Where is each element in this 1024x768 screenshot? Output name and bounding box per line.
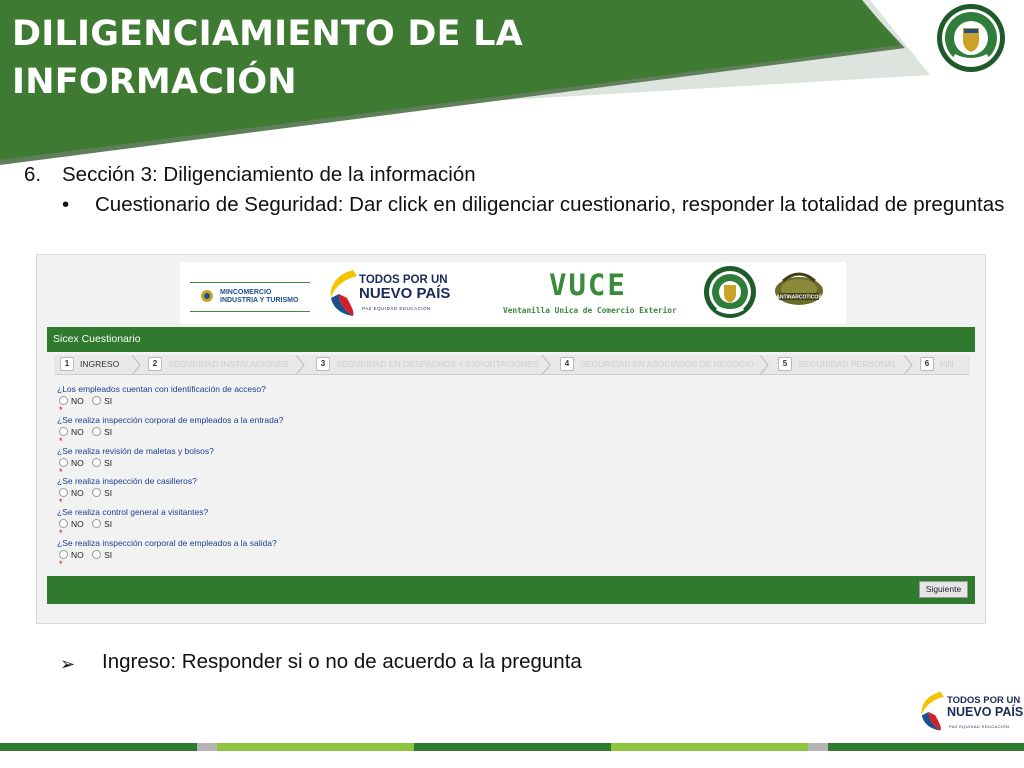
radio-si[interactable] [92, 396, 101, 405]
next-button[interactable]: Siguiente [919, 581, 968, 598]
step-number: 3 [316, 357, 330, 371]
question-item [57, 446, 957, 476]
option-si-label: SI [104, 426, 113, 437]
question-text: ¿Se realiza revisión de maletas y bolsos? [57, 446, 214, 456]
footer-stripe-segment [217, 743, 414, 751]
tpu-slogan-line3: PAZ EQUIDAD EDUCACIÓN [362, 306, 431, 311]
answer-options [59, 549, 118, 560]
required-mark: * [59, 467, 63, 477]
radio-no[interactable] [59, 488, 68, 497]
chevron-right-icon [902, 355, 914, 375]
step-label: FIN [940, 359, 954, 369]
step-label: SEGURIDAD EN DESPACHOS Y EXPORTACIONES [336, 359, 539, 369]
answer-options [59, 426, 118, 437]
step-number: 2 [148, 357, 162, 371]
option-si-label: SI [104, 487, 113, 498]
required-mark: * [59, 436, 63, 446]
question-text: ¿Los empleados cuentan con identificación de acceso? [57, 384, 266, 394]
option-si-label: SI [104, 395, 113, 406]
chevron-right-icon [540, 355, 552, 375]
radio-no[interactable] [59, 427, 68, 436]
radio-si[interactable] [92, 458, 101, 467]
radio-si[interactable] [92, 427, 101, 436]
radio-no[interactable] [59, 550, 68, 559]
footer-stripe-segment [808, 743, 828, 751]
required-mark: * [59, 497, 63, 507]
footer-instruction: Ingreso: Responder si o no de acuerdo a la pregunta [102, 650, 582, 673]
questionnaire-title: Sicex Cuestionario [53, 333, 141, 345]
option-no-label: NO [71, 395, 84, 406]
tpu-slogan-line2: NUEVO PAÍS [947, 705, 1024, 719]
question-text: ¿Se realiza control general a visitantes? [57, 507, 209, 517]
todos-por-un-nuevo-pais-logo [327, 268, 449, 320]
radio-no[interactable] [59, 458, 68, 467]
vuce-subtitle: Ventanilla Unica de Comercio Exterior [503, 306, 677, 315]
step-number: 4 [560, 357, 574, 371]
police-seal-small-icon [702, 264, 758, 322]
section-heading: Sección 3: Diligenciamiento de la información [62, 163, 476, 186]
required-mark: * [59, 405, 63, 415]
step-3[interactable] [316, 357, 538, 373]
step-label: SEGURIDAD EN ASOCIADOS DE NEGOCIO [580, 359, 754, 369]
answer-options [59, 518, 118, 529]
radio-si[interactable] [92, 488, 101, 497]
step-number: 1 [60, 357, 74, 371]
arrow-bullet-icon: ➢ [60, 654, 76, 674]
todos-por-un-nuevo-pais-logo-bottom [918, 690, 1024, 734]
step-4[interactable] [560, 357, 754, 373]
footer-stripe-segment [414, 743, 611, 751]
flag-swoosh-icon [327, 268, 359, 320]
option-si-label: SI [104, 518, 113, 529]
slide-title-line1: DILIGENCIAMIENTO DE LA [12, 14, 523, 54]
tpu-slogan-line1: TODOS POR UN [947, 695, 1021, 706]
chevron-right-icon [130, 355, 142, 375]
option-no-label: NO [71, 426, 84, 437]
step-number: 6 [920, 357, 934, 371]
wizard-steps [54, 355, 970, 375]
slide-title-line2: INFORMACIÓN [12, 62, 297, 102]
tpu-slogan-line1: TODOS POR UN [359, 274, 448, 286]
step-label: SEGURIDAD PERSONAL [798, 359, 898, 369]
tpu-slogan-line3: PAZ EQUIDAD EDUCACIÓN [949, 724, 1010, 729]
item-number: 6. [24, 163, 42, 186]
footer-stripe-segment [828, 743, 1024, 751]
mincomercio-name: MINCOMERCIO [220, 289, 272, 296]
chevron-right-icon [294, 355, 306, 375]
question-item [57, 538, 957, 568]
mincomercio-logo [190, 282, 310, 312]
required-mark: * [59, 528, 63, 538]
antinarcoticos-label: ANTINARCOTICOS [776, 294, 822, 301]
flag-swoosh-icon [918, 690, 946, 734]
question-item [57, 507, 957, 537]
footer-stripe-segment [611, 743, 808, 751]
police-seal-icon [934, 2, 1008, 74]
option-no-label: NO [71, 457, 84, 468]
option-no-label: NO [71, 487, 84, 498]
mincomercio-subtitle: INDUSTRIA Y TURISMO [220, 297, 299, 304]
bullet-instruction: Cuestionario de Seguridad: Dar click en diligenciar cuestionario, responder la totalidad de preguntas [95, 193, 1005, 216]
question-item [57, 476, 957, 506]
slide-title [12, 10, 572, 106]
step-6[interactable] [920, 357, 954, 373]
step-2[interactable] [148, 357, 288, 373]
radio-si[interactable] [92, 519, 101, 528]
step-label: SEGURIDAD INSTALACIONES [168, 359, 289, 369]
coat-of-arms-icon [200, 289, 214, 303]
question-text: ¿Se realiza inspección corporal de empleados a la entrada? [57, 415, 284, 425]
option-no-label: NO [71, 518, 84, 529]
step-number: 5 [778, 357, 792, 371]
answer-options [59, 487, 118, 498]
radio-no[interactable] [59, 519, 68, 528]
step-label: INGRESO [80, 359, 120, 369]
question-text: ¿Se realiza inspección de casilleros? [57, 476, 197, 486]
answer-options [59, 457, 118, 468]
bullet-dot: • [62, 193, 70, 216]
antinarcoticos-badge-icon [773, 271, 825, 307]
question-item [57, 415, 957, 445]
footer-stripe-segment [197, 743, 217, 751]
required-mark: * [59, 559, 63, 569]
question-text: ¿Se realiza inspección corporal de empleados a la salida? [57, 538, 277, 548]
radio-no[interactable] [59, 396, 68, 405]
step-1[interactable] [60, 357, 119, 373]
questionnaire-footer [47, 576, 975, 604]
option-no-label: NO [71, 549, 84, 560]
step-5[interactable] [778, 357, 897, 373]
question-item [57, 384, 957, 414]
footer-stripe-segment [0, 743, 197, 751]
tpu-slogan-line2: NUEVO PAÍS [359, 285, 451, 302]
option-si-label: SI [104, 457, 113, 468]
option-si-label: SI [104, 549, 113, 560]
vuce-logo: VUCE [549, 268, 627, 302]
answer-options [59, 395, 118, 406]
radio-si[interactable] [92, 550, 101, 559]
chevron-right-icon [758, 355, 770, 375]
questionnaire-header [47, 327, 975, 352]
